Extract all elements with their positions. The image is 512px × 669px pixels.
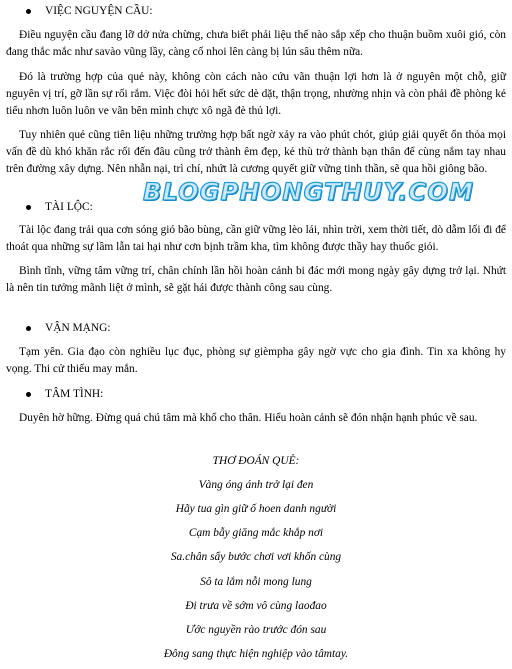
paragraph: Tài lộc đang trải qua cơn sóng gió bão bùng, cần giữ vững lèo lái, nhìn trời, xem thời tiết, dò dẫm lối đi để thoát qua những sự lầm lẫn tai hại như cơn bịnh trầm kha, tìm không được thầy hay thuốc giỏi. — [6, 224, 506, 253]
poem-line: Cạm bẫy giăng mắc khắp nơi — [188, 527, 324, 539]
paragraph: Tạm yên. Gia đạo còn nghiều lục đục, phòng sự gièmpha gây ngờ vực cho gia đình. Tin xa không hy vọng. Thi cử thiếu may mắn. — [6, 346, 506, 375]
bullet-icon — [26, 9, 31, 14]
watermark-logo: BLOGPHONGTHUY.COM — [143, 178, 475, 206]
section-heading-tam-tinh — [26, 386, 103, 403]
heading-text: TÂM TÌNH: — [45, 388, 104, 400]
heading-text: TÀI LỘC: — [45, 201, 93, 213]
paragraph: Tuy nhiên quẻ cũng tiên liệu những trường hợp bất ngờ xảy ra vào phút chót, giúp giải quyết ổn thỏa mọi vấn đề dù khó khăn rắc rối đến đâu cũng trở thành êm đẹp, kẻ thù trở thành bạn thân để cùng nắm tay nhau trên đường xây dựng. Nên nhẫn nại, trì chí, nhứt là cương quyết giữ vững tinh thần, sẽ qua hồi giông bão. — [6, 129, 506, 175]
paragraph: Duyên hờ hững. Đừng quá chú tâm mà khổ cho thân. Hiểu hoàn cảnh sẽ đón nhận hạnh phúc về sau. — [19, 412, 478, 424]
bullet-icon — [26, 326, 31, 331]
paragraph: Điều nguyện cầu đang lỡ dở nửa chừng, chưa biết phải liệu thế nào sắp xếp cho thuận buồm xuôi gió, còn đang thắc mắc như savào vũng lầy, càng cố nhoi lên càng bị lún sâu thêm nữa. — [6, 29, 506, 58]
paragraph: Đó là trường hợp của quẻ này, không còn cách nào cứu vãn thuận lợi hơn là ở nguyên một chỗ, giữ nguyên vị trí, gỡ lần sự rối rắm. Việc đòi hỏi hết sức dè dặt, thận trọng, nhường nhịn và còn phải đề phòng kẻ tiểu nhơn luôn luôn ve vãn bên mình chực xô ngã đè thủ lợi. — [6, 71, 506, 117]
section-heading-van-mang — [26, 320, 111, 337]
heading-text: VIỆC NGUYỆN CẦU: — [45, 5, 153, 17]
poem-line: Vàng óng ánh trở lại đen — [198, 479, 314, 491]
poem-line: Ước nguyền rào trước đón sau — [185, 624, 327, 636]
poem-line: Sa.chân sẩy bước chơi vơi khốn cùng — [170, 551, 342, 563]
bullet-icon — [26, 205, 31, 210]
paragraph: Bình tĩnh, vững tâm vững trí, chân chính lần hồi hoàn cảnh bi đác mới mong ngày gây dựng trở lại. Nhứt là nên tin tưởng mãnh liệt ở mình, sẽ gặt hái được thành công sau cùng. — [6, 265, 506, 294]
poem-line: Đông sang thực hiện nghiệp vào tâmtay. — [163, 648, 349, 660]
heading-text: VẬN MẠNG: — [45, 322, 111, 334]
poem-line: Hãy tua gìn giữ ố hoen danh người — [175, 503, 337, 515]
poem-line: Sô ta lắm nỗi mong lung — [200, 576, 312, 588]
bullet-icon — [26, 392, 31, 397]
poem-title: THƠ ĐOÁN QUẺ: — [212, 455, 300, 467]
poem-line: Đi trưa về sớm vô cùng laođao — [185, 600, 327, 612]
section-heading-nguyen-cau — [26, 3, 153, 20]
section-heading-tai-loc — [26, 199, 93, 216]
